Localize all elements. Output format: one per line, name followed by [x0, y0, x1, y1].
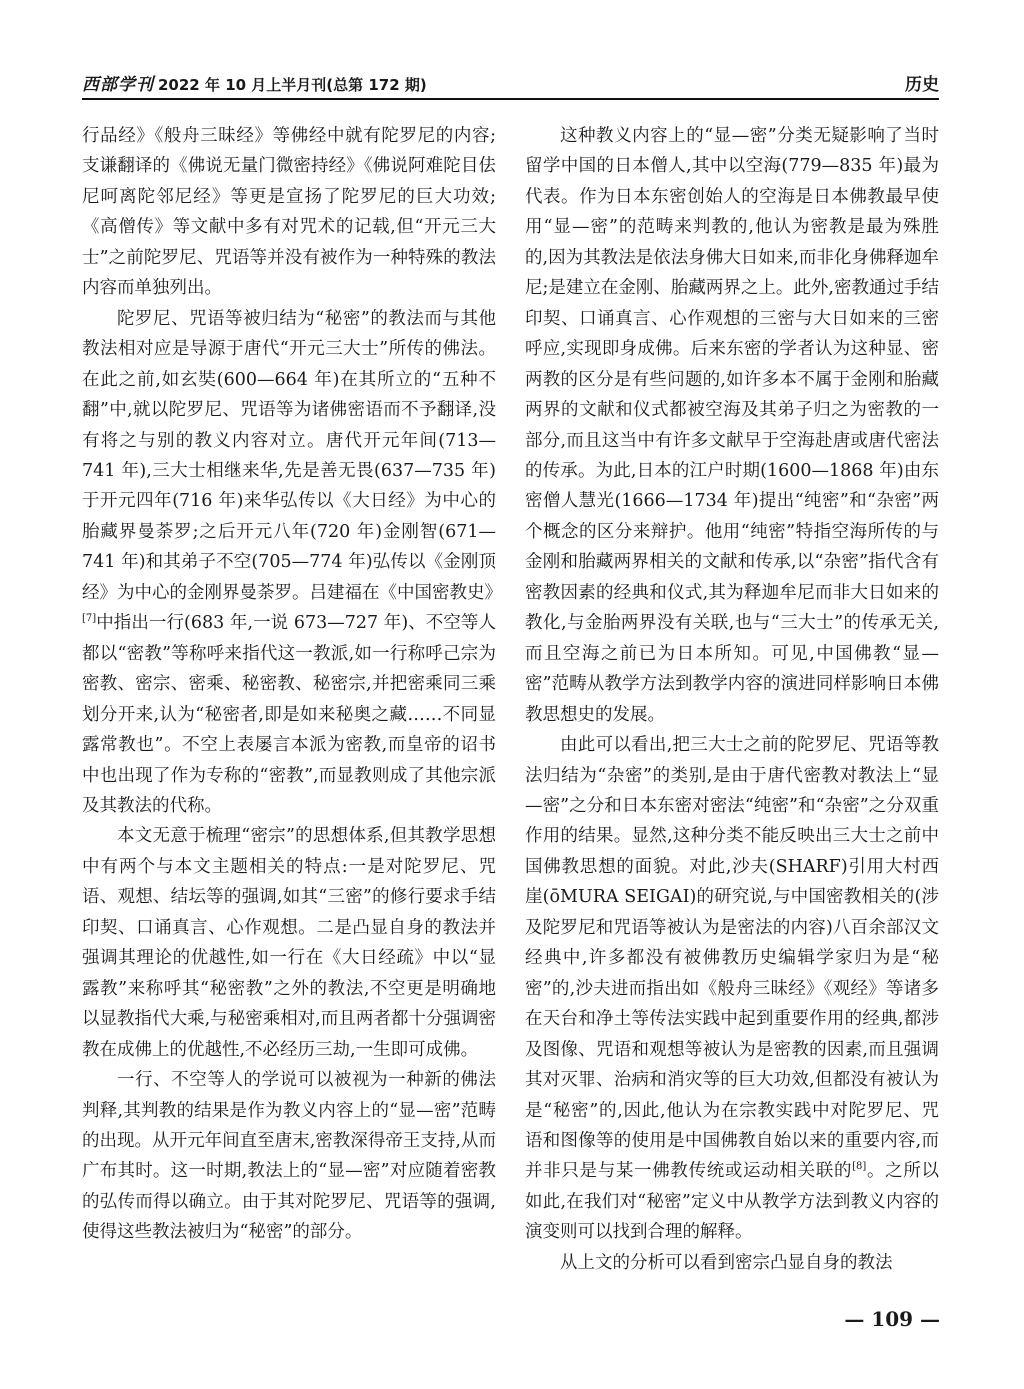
- section-title: 历史: [905, 75, 939, 95]
- paragraph: 一行、不空等人的学说可以被视为一种新的佛法判释,其判教的结果是作为教义内容上的“显—密”范畴的出现。从开元年间直至唐末,密教深得帝王支持,从而广布其时。这一时期,教法上的“显—密”对应随着密教的弘传而得以确立。由于其对陀罗尼、咒语等的强调,使得这些教法被归为“秘密”的部分。: [82, 1070, 496, 1243]
- paragraph: 本文无意于梳理“密宗”的思想体系,但其教学思想中有两个与本文主题相关的特点:一是对陀罗尼、咒语、观想、结坛等的强调,如其“三密”的修行要求手结印契、口诵真言、心作观想。二是凸显自身的教法并强调其理论的优越性,如一行在《大日经疏》中以“显露教”来称呼其“秘密教”之外的教法,不空更是明确地以显教指代大乘,与秘密乘相对,而且两者都十分强调密教在成佛上的优越性,不必经历三劫,一生即可成佛。: [82, 826, 496, 1060]
- issue-info: 2022 年 10 月上半月刊(总第 172 期): [158, 76, 427, 94]
- citation: [8]: [852, 1161, 867, 1173]
- paragraph: 由此可以看出,把三大士之前的陀罗尼、咒语等教法归结为“杂密”的类别,是由于唐代密教对教法上“显—密”之分和日本东密对密法“纯密”和“杂密”之分双重作用的结果。显然,这种分类不能反映出三大士之前中国佛教思想的面貌。对此,沙夫(SHARF)引用大村西崖(ōMURA SEIGAI)的研究说,与中国密教相关的(涉及陀罗尼和咒语等被认为是密法的内容)八百余部汉文经典中,许多都没有被佛教历史编辑学家归为是“秘密”的,沙夫进而指出如《般舟三昧经》《观经》等诸多在天台和净土等传法实践中起到重要作用的经典,都涉及图像、咒语和观想等被认为是密教的因素,而且强调其对灭罪、治病和消灾等的巨大功效,但都没有被认为是“秘密”的,因此,他认为在宗教实践中对陀罗尼、咒语和图像等的使用是中国佛教自始以来的重要内容,而并非只是与某一佛教传统或运动相关联的[8]。之所以如此,在我们对“秘密”定义中从教学方法到教义内容的演变则可以找到合理的解释。: [525, 735, 940, 1243]
- citation: [7]: [82, 613, 97, 625]
- paragraph: 陀罗尼、咒语等被归结为“秘密”的教法而与其他教法相对应是导源于唐代“开元三大士”所传的佛法。在此之前,如玄奘(600—664 年)在其所立的“五种不翻”中,就以陀罗尼、咒语等为诸佛密语而不予翻译,没有将之与别的教义内容对立。唐代开元年间(713—741 年),三大士相继来华,先是善无畏(637—735 年)于开元四年(716 年)来华弘传以《大日经》为中心的胎藏界曼荼罗;之后开元八年(720 年)金刚智(671—741 年)和其弟子不空(705—774 年)弘传以《金刚顶经》为中心的金刚界曼荼罗。吕建福在《中国密教史》[7]中指出一行(683 年,一说 673—727 年)、不空等人都以“密教”等称呼来指代这一教派,如一行称呼己宗为密教、密宗、密乘、秘密教、秘密宗,并把密乘同三乘划分开来,认为“秘密者,即是如来秘奥之藏……不同显露常教也”。不空上表屡言本派为密教,而皇帝的诏书中也出现了作为专称的“密教”,而显教则成了其他宗派及其教法的代称。: [82, 308, 502, 816]
- page-number: — 109 —: [844, 1307, 940, 1331]
- paragraph: 从上文的分析可以看到密宗凸显自身的教法: [560, 1252, 893, 1273]
- journal-logo: 西部学刊: [82, 75, 154, 95]
- paragraph: 行品经》《般舟三昧经》等佛经中就有陀罗尼的内容;支谦翻译的《佛说无量门微密持经》《佛说阿难陀目佉尼呵离陀邻尼经》等更是宣扬了陀罗尼的巨大功效;《高僧传》等文献中多有对咒术的记载,但“开元三大士”之前陀罗尼、咒语等并没有被作为一种特殊的教法内容而单独列出。: [82, 126, 496, 299]
- page-header: [82, 66, 939, 100]
- left-column: [82, 121, 502, 1248]
- paragraph: 这种教义内容上的“显—密”分类无疑影响了当时留学中国的日本僧人,其中以空海(779—835 年)最为代表。作为日本东密创始人的空海是日本佛教最早使用“显—密”的范畴来判教的,他认为密教是最为殊胜的,因为其教法是依法身佛大日如来,而非化身佛释迦牟尼;是建立在金刚、胎藏两界之上。此外,密教通过手结印契、口诵真言、心作观想的三密与大日如来的三密呼应,实现即身成佛。后来东密的学者认为这种显、密两教的区分是有些问题的,如许多本不属于金刚和胎藏两界的文献和仪式都被空海及其弟子归之为密教的一部分,而且这当中有许多文献早于空海赴唐或唐代密法的传承。为此,日本的江户时期(1600—1868 年)由东密僧人慧光(1666—1734 年)提出“纯密”和“杂密”两个概念的区分来辩护。他用“纯密”特指空海所传的与金刚和胎藏两界相关的文献和传承,以“杂密”指代含有密教因素的经典和仪式,其为释迦牟尼而非大日如来的教化,与金胎两界没有关联,也与“三大士”的传承无关,而且空海之前已为日本所知。可见,中国佛教“显—密”范畴从教学方法到教学内容的演进同样影响日本佛教思想史的发展。: [525, 126, 939, 725]
- header-left: [82, 70, 427, 98]
- right-column: [525, 121, 939, 1278]
